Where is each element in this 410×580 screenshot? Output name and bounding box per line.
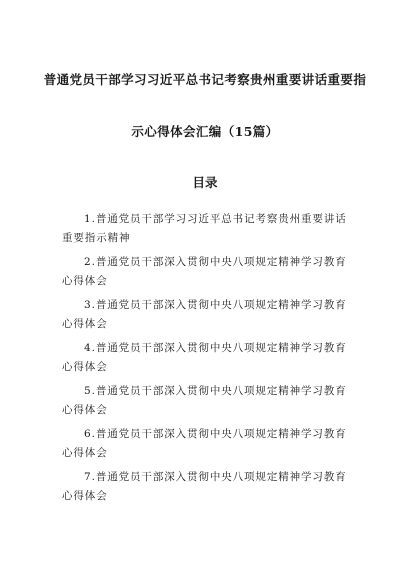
- toc-item-text: 7.普通党员干部深入贯彻中央八项规定精神学习教育: [84, 471, 347, 483]
- toc-item-text: 6.普通党员干部深入贯彻中央八项规定精神学习教育: [84, 428, 347, 440]
- toc-item-text-continued: 心得体会: [62, 275, 108, 287]
- document-title-line-2: 示心得体会汇编（15篇）: [131, 124, 279, 139]
- toc-item-3[interactable]: [62, 296, 362, 334]
- toc-item-text: 1.普通党员干部学习习近平总书记考察贵州重要讲话: [84, 213, 347, 225]
- table-of-contents: [62, 210, 362, 511]
- toc-item-text-continued: 重要指示精神: [62, 232, 131, 244]
- toc-item-text-continued: 心得体会: [62, 318, 108, 330]
- toc-item-text-continued: 心得体会: [62, 490, 108, 502]
- toc-item-4[interactable]: [62, 339, 362, 377]
- toc-item-text-continued: 心得体会: [62, 447, 108, 459]
- toc-item-2[interactable]: [62, 253, 362, 291]
- toc-item-text-continued: 心得体会: [62, 404, 108, 416]
- toc-item-text: 4.普通党员干部深入贯彻中央八项规定精神学习教育: [84, 342, 347, 354]
- toc-item-1[interactable]: [62, 210, 362, 248]
- document-title-line-1: 普通党员干部学习习近平总书记考察贵州重要讲话重要指: [43, 72, 367, 87]
- toc-item-6[interactable]: [62, 425, 362, 463]
- toc-item-text-continued: 心得体会: [62, 361, 108, 373]
- toc-item-text: 2.普通党员干部深入贯彻中央八项规定精神学习教育: [84, 256, 347, 268]
- toc-item-text: 5.普通党员干部深入贯彻中央八项规定精神学习教育: [84, 385, 347, 397]
- toc-heading: 目录: [192, 175, 218, 190]
- toc-item-text: 3.普通党员干部深入贯彻中央八项规定精神学习教育: [84, 299, 347, 311]
- toc-item-5[interactable]: [62, 382, 362, 420]
- toc-item-7[interactable]: [62, 468, 362, 506]
